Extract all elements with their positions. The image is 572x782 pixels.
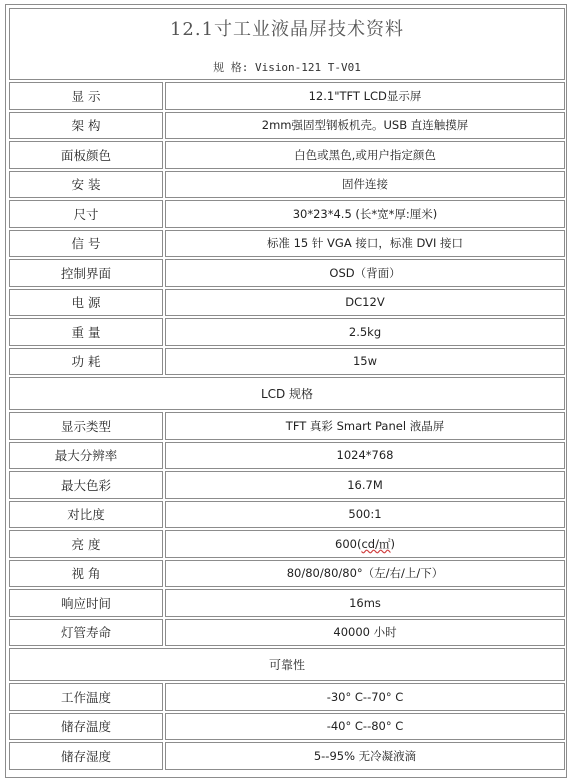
section-row <box>9 648 565 681</box>
document-title: 12.1寸工业液晶屏技术资料 <box>169 19 405 40</box>
spec-label: 灯管寿命 <box>9 619 163 647</box>
reliability-section-heading: 可靠性 <box>9 648 565 681</box>
table-row <box>9 560 565 588</box>
spec-label: 控制界面 <box>9 259 163 287</box>
spec-label: 储存湿度 <box>9 742 163 770</box>
spec-label: 信 号 <box>9 230 163 258</box>
spec-value: 标准 15 针 VGA 接口，标准 DVI 接口 <box>165 230 565 258</box>
table-row <box>9 471 565 499</box>
table-row <box>9 442 565 470</box>
table-row <box>9 412 565 440</box>
lcd-section-heading: LCD 规格 <box>9 377 565 410</box>
table-row <box>9 501 565 529</box>
spec-value: 固件连接 <box>165 171 565 199</box>
table-row <box>9 683 565 711</box>
model-number: 规 格: Vision-121 T-V01 <box>213 61 361 74</box>
spec-label: 最大分辨率 <box>9 442 163 470</box>
spec-value: -30° C--70° C <box>165 683 565 711</box>
spec-value: 80/80/80/80°（左/右/上/下） <box>165 560 565 588</box>
spec-label: 亮 度 <box>9 530 163 558</box>
table-row <box>9 141 565 169</box>
spec-label: 最大色彩 <box>9 471 163 499</box>
table-row <box>9 259 565 287</box>
header-row <box>9 8 565 80</box>
spec-value: 16.7M <box>165 471 565 499</box>
spec-label: 对比度 <box>9 501 163 529</box>
spec-value: OSD（背面） <box>165 259 565 287</box>
spec-value: TFT 真彩 Smart Panel 液晶屏 <box>165 412 565 440</box>
table-row <box>9 742 565 770</box>
spec-table <box>7 6 567 772</box>
table-row <box>9 318 565 346</box>
table-row <box>9 619 565 647</box>
table-row <box>9 171 565 199</box>
spec-value: 500:1 <box>165 501 565 529</box>
spec-label: 安 装 <box>9 171 163 199</box>
spec-label: 响应时间 <box>9 589 163 617</box>
spec-label: 显示类型 <box>9 412 163 440</box>
table-row <box>9 530 565 558</box>
spec-label: 视 角 <box>9 560 163 588</box>
spec-value: -40° C--80° C <box>165 713 565 741</box>
spec-label: 显 示 <box>9 82 163 110</box>
table-row <box>9 230 565 258</box>
spec-value: 5--95% 无冷凝液滴 <box>165 742 565 770</box>
table-row <box>9 589 565 617</box>
table-row <box>9 713 565 741</box>
spec-label: 工作温度 <box>9 683 163 711</box>
spec-label: 架 构 <box>9 112 163 140</box>
brightness-paren-open: ( <box>356 536 362 551</box>
brightness-paren-close: ) <box>390 536 395 551</box>
spec-value: DC12V <box>165 289 565 317</box>
spec-label: 面板颜色 <box>9 141 163 169</box>
spec-value: 12.1"TFT LCD显示屏 <box>165 82 565 110</box>
section-row <box>9 377 565 410</box>
spec-label: 储存温度 <box>9 713 163 741</box>
header-cell <box>9 8 565 80</box>
spec-label: 电 源 <box>9 289 163 317</box>
spec-value: 2mm强固型钢板机壳。USB 直连触摸屏 <box>165 112 565 140</box>
spec-value: 40000 小时 <box>165 619 565 647</box>
spec-value: 2.5kg <box>165 318 565 346</box>
spec-value: 白色或黑色,或用户指定颜色 <box>165 141 565 169</box>
spec-label: 功 耗 <box>9 348 163 376</box>
table-row <box>9 82 565 110</box>
spec-value: 15w <box>165 348 565 376</box>
spec-label: 重 量 <box>9 318 163 346</box>
spec-value: 1024*768 <box>165 442 565 470</box>
brightness-value: 600 <box>335 536 357 551</box>
spec-value: 30*23*4.5 (长*宽*厚:厘米) <box>165 200 565 228</box>
table-row <box>9 200 565 228</box>
spec-value: 16ms <box>165 589 565 617</box>
spec-value <box>165 530 565 558</box>
brightness-unit: cd/㎡ <box>361 536 391 551</box>
spec-label: 尺寸 <box>9 200 163 228</box>
table-row <box>9 348 565 376</box>
table-row <box>9 112 565 140</box>
table-row <box>9 289 565 317</box>
